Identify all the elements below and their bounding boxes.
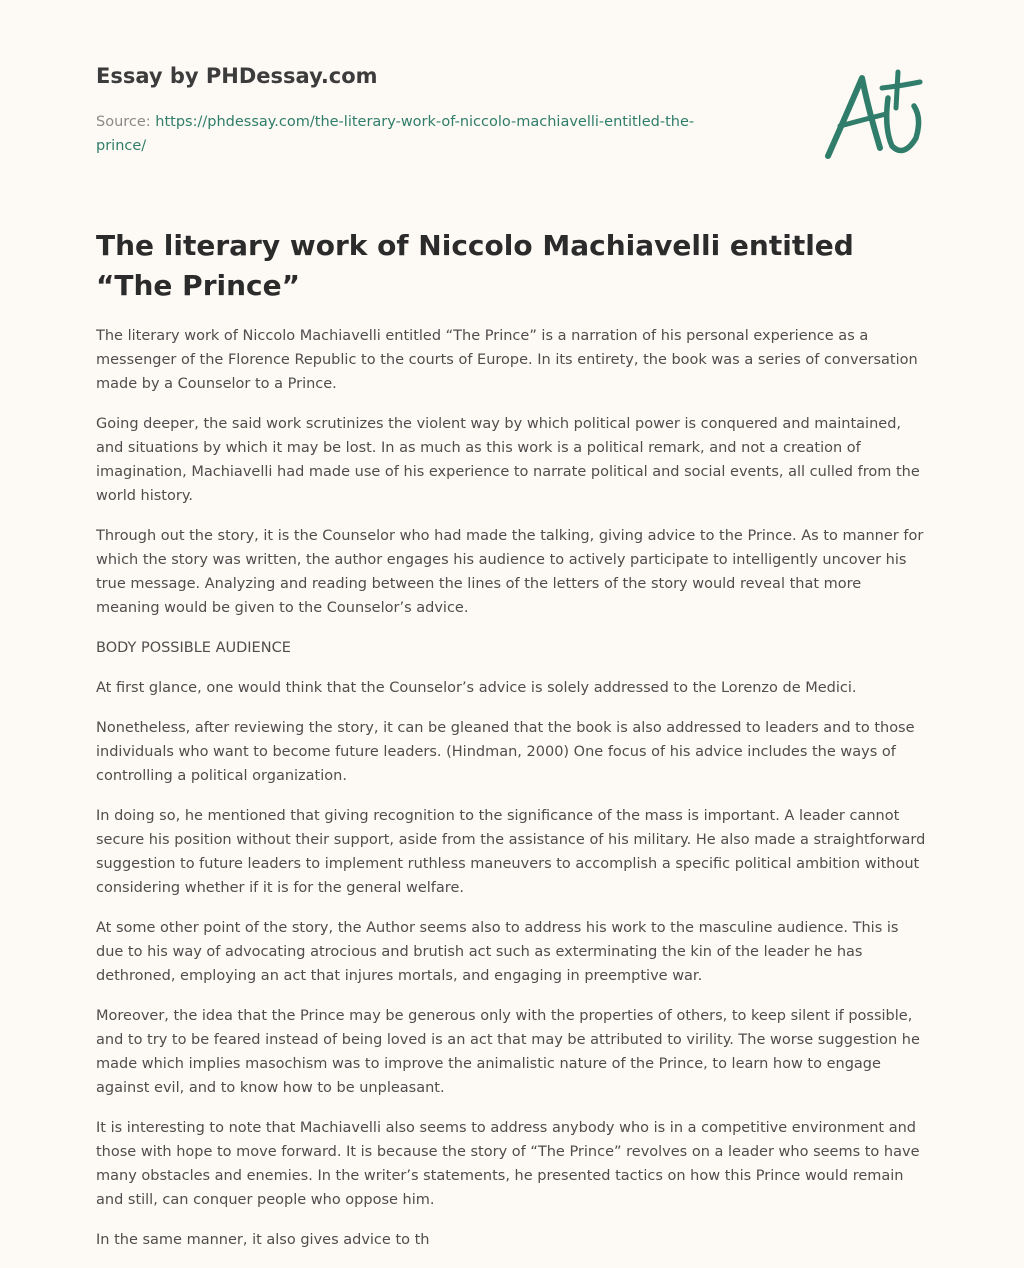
essay-paragraph: Going deeper, the said work scrutinizes the violent way by which political power is conquered and maintained, and situations by which it may be lost. In as much as this work is a political remark, and not a creation of imagination, Machiavelli had made use of his experience to narrate political and social events, all culled from the world history. <box>96 416 920 504</box>
essay-paragraph: The literary work of Niccolo Machiavelli entitled “The Prince” is a narration of his personal experience as a messenger of the Florence Republic to the courts of Europe. In its entirety, the book was a series of conversation made by a Counselor to a Prince. <box>96 328 918 392</box>
source-line <box>96 110 736 158</box>
brand-title: Essay by PHDessay.com <box>96 64 378 88</box>
essay-paragraph: Nonetheless, after reviewing the story, it can be gleaned that the book is also addressed to leaders and to those individuals who want to become future leaders. (Hindman, 2000) One focus of his advice includes the ways of controlling a political organization. <box>96 720 915 784</box>
essay-paragraph: Through out the story, it is the Counselor who had made the talking, giving advice to the Prince. As to manner for which the story was written, the author engages his audience to actively participate to intelligently uncover his true message. Analyzing and reading between the lines of the letters of the story would reveal that more meaning would be given to the Counselor’s advice. <box>96 528 924 616</box>
essay-paragraph: Moreover, the idea that the Prince may be generous only with the properties of others, to keep silent if possible, and to try to be feared instead of being loved is an act that may be attributed to virility. The worse suggestion he made which implies masochism was to improve the animalistic nature of the Prince, to learn how to engage against evil, and to know how to be unpleasant. <box>96 1008 920 1096</box>
section-heading: BODY POSSIBLE AUDIENCE <box>96 640 291 656</box>
source-label: Source: <box>96 114 151 130</box>
a-plus-logo-icon <box>822 68 926 164</box>
source-link[interactable]: https://phdessay.com/the-literary-work-of-niccolo-machiavelli-entitled-the-prince/ <box>96 114 695 154</box>
essay-body <box>96 324 928 1268</box>
essay-title: The literary work of Niccolo Machiavelli entitled “The Prince” <box>96 229 854 302</box>
essay-paragraph: At first glance, one would think that the Counselor’s advice is solely addressed to the Lorenzo de Medici. <box>96 680 857 696</box>
essay-paragraph: It is interesting to note that Machiavelli also seems to address anybody who is in a competitive environment and those with hope to move forward. It is because the story of “The Prince” revolves on a leader who seems to have many obstacles and enemies. In the writer’s statements, he presented tactics on how this Prince would remain and still, can conquer people who oppose him. <box>96 1120 920 1208</box>
essay-paragraph: At some other point of the story, the Author seems also to address his work to the masculine audience. This is due to his way of advocating atrocious and brutish act such as exterminating the kin of the leader he has dethroned, employing an act that injures mortals, and engaging in preemptive war. <box>96 920 899 984</box>
essay-paragraph-truncated: In the same manner, it also gives advice to th <box>96 1232 430 1248</box>
essay-paragraph: In doing so, he mentioned that giving recognition to the significance of the mass is important. A leader cannot secure his position without their support, aside from the assistance of his military. He also made a straightforward suggestion to future leaders to implement ruthless maneuvers to accomplish a specific political ambition without considering whether if it is for the general welfare. <box>96 808 926 896</box>
